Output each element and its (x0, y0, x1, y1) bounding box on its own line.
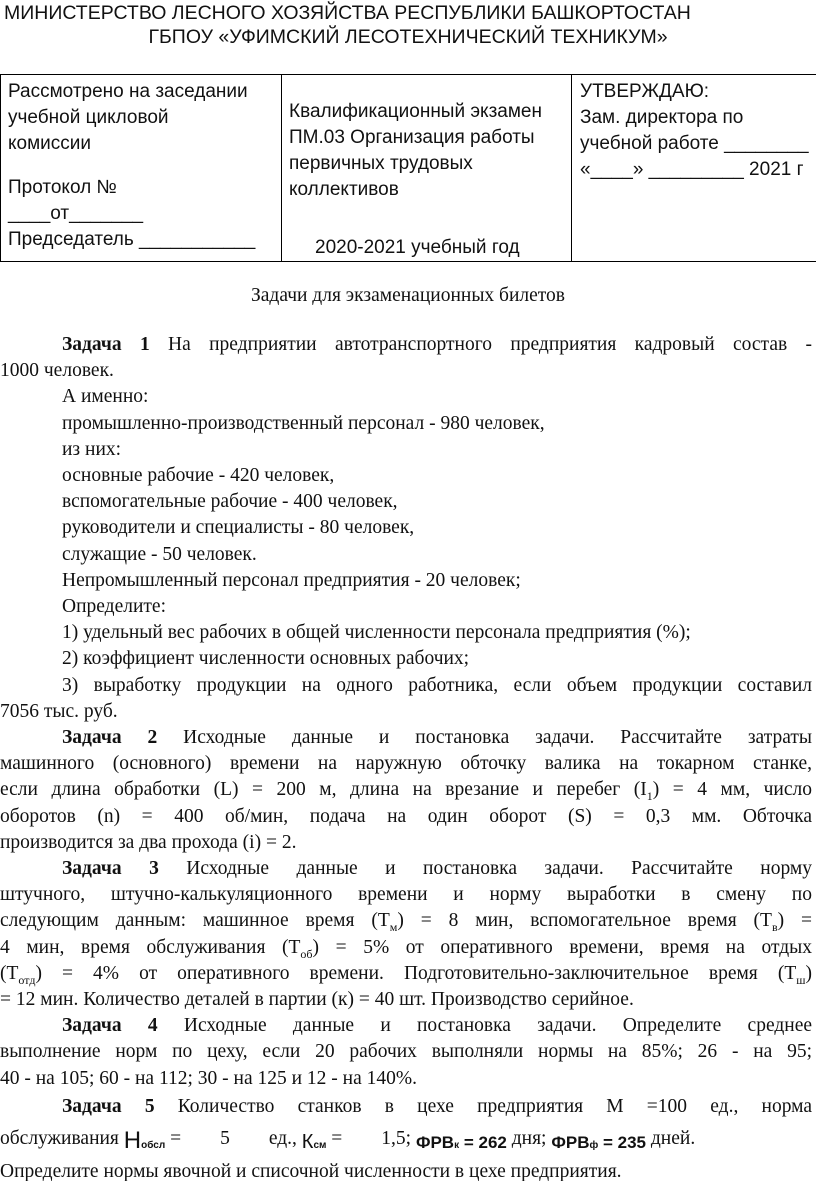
table-divider-2 (571, 75, 572, 261)
commission-cell (8, 79, 255, 253)
task5-line-3: Определите нормы явочной и списочной численности в цехе предприятия. (0, 1161, 622, 1181)
task3-line-2: штучного, штучно-калькуляционного времени и норму выработки в смену по (0, 884, 812, 906)
task5-line-1: Задача 5 Количество станков в цехе предприятия М =100 ед., норма (62, 1095, 813, 1117)
tasks-body (0, 332, 812, 1181)
task1-line: основные рабочие - 420 человек, (62, 465, 335, 487)
task1-line: служащие - 50 человек. (62, 543, 257, 565)
task1-question3: 3) выработку продукции на одного работника, если объем продукции составил (62, 674, 812, 696)
task2-line-5: производится за два прохода (i) = 2. (0, 831, 297, 853)
exam-cell (289, 99, 542, 261)
task2-line-3: если длина обработки (L) = 200 м, длина на врезание и перебег $(I_1) = 4$ мм, число (0, 779, 812, 804)
commission-line-2: учебной цикловой (8, 107, 169, 128)
chair-line: Председатель ___________ (8, 229, 256, 250)
commission-line-3: комиссии (8, 133, 91, 154)
task3-line-1: Задача 3 Исходные данные и постановка задачи. Рассчитайте норму (62, 858, 813, 880)
formula-frv-f: ФРВф = 235 (551, 1133, 646, 1153)
protocol-date-line: ____от_______ (8, 203, 144, 224)
exam-line-3: первичных трудовых (289, 153, 473, 174)
approval-line-3: учебной работе ________ (580, 133, 809, 154)
formula-frv-k: ФРВк = 262 (415, 1133, 507, 1153)
task3-line-3: следующим данным: машинное время $(Т_м) = 8$ мин, вспомогательное время $(Т_в)$ = (0, 910, 812, 935)
academic-year: 2020-2021 учебный год (315, 237, 520, 258)
task1-intro (0, 332, 812, 358)
approval-line-4: «____» _________ 2021 г (580, 159, 804, 180)
task2-line-4: оборотов (n) = 400 об/мин, подача на один оборот (S) = 0,3 мм. Обточка (0, 805, 812, 827)
task5-label: Задача 5 (62, 1095, 155, 1117)
task1-line: промышленно-производственный персонал - 980 человек, (62, 412, 545, 434)
task1-intro-text: На предприятии автотранспортного предприятия кадровый состав - (149, 334, 813, 355)
document-title: Задачи для экзаменационных билетов (250, 285, 566, 306)
task1-line: руководители и специалисты - 80 человек, (62, 517, 415, 539)
commission-line-1: Рассмотрено на заседании (8, 81, 248, 102)
approval-cell (580, 79, 809, 183)
table-divider-1 (281, 75, 282, 261)
task4-line-1: Задача 4 Исходные данные и постановка задачи. Определите среднее (62, 1015, 813, 1037)
exam-line-2: ПМ.03 Организация работы (289, 127, 535, 148)
task2-label: Задача 2 (62, 727, 158, 749)
formula-nobsl: Нобсл (123, 1127, 166, 1155)
task1-line: А именно: (62, 386, 149, 408)
table-border-left (0, 75, 1, 261)
approval-heading: УТВЕРЖДАЮ: (580, 81, 710, 102)
approval-line-2: Зам. директора по (580, 107, 744, 128)
task4-line-3: 40 - на 105; 60 - на 112; 30 - на 125 и 12 - на 140%. (0, 1067, 418, 1089)
formula-ksm: Ксм (301, 1131, 327, 1154)
task1-line: 1) удельный вес рабочих в общей численности персонала предприятия (%); (62, 622, 691, 644)
task1-line: Непромышленный персонал предприятия - 20 человек; (62, 569, 521, 591)
ministry-heading: МИНИСТЕРСТВО ЛЕСНОГО ХОЗЯЙСТВА РЕСПУБЛИКИ БАШКОРТОСТАН (4, 2, 691, 24)
exam-line-1: Квалификационный экзамен (289, 101, 542, 122)
task5-line-2: обслуживания Нобсл = 5 ед., Ксм = 1,5; ФРВк = 262 дня; ФРВф = 235 дней. (0, 1126, 812, 1159)
task1-intro-cont: 1000 человек. (0, 360, 114, 382)
task1-line: Определите: (62, 596, 167, 618)
approval-table (0, 74, 816, 262)
task2-line-2: машинного (основного) времени на наружную обточку валика на токарном станке, (0, 753, 812, 775)
task3-line-4: 4 мин, время обслуживания $(Т_{об}) = 5\%$ от оперативного времени, время на отдых (0, 936, 812, 961)
task1-label: Задача 1 (62, 334, 150, 355)
task1-line: из них: (62, 438, 122, 460)
task2-line-1: Задача 2 Исходные данные и постановка задачи. Рассчитайте затраты (62, 727, 812, 749)
task1-question3-cont: 7056 тыс. руб. (0, 700, 118, 722)
task1-line: 2) коэффициент численности основных рабочих; (62, 648, 470, 670)
task3-line-5: $(Т_{отд}) = 4\%$ от оперативного времени. Подготовительно-заключительное время $(Т_ш)$ (0, 962, 812, 987)
exam-line-4: коллективов (289, 179, 399, 200)
school-heading: ГБПОУ «УФИМСКИЙ ЛЕСОТЕХНИЧЕСКИЙ ТЕХНИКУМ» (148, 26, 668, 48)
task3-label: Задача 3 (62, 858, 159, 880)
task1-line: вспомогательные рабочие - 400 человек, (62, 491, 398, 513)
task4-line-2: выполнение норм по цеху, если 20 рабочих выполняли нормы на 85%; 26 - на 95; (0, 1041, 812, 1063)
task4-label: Задача 4 (62, 1015, 158, 1037)
task3-line-6: = 12 мин. Количество деталей в партии (к) = 40 шт. Производство серийное. (0, 989, 634, 1011)
protocol-line: Протокол № (8, 177, 117, 198)
